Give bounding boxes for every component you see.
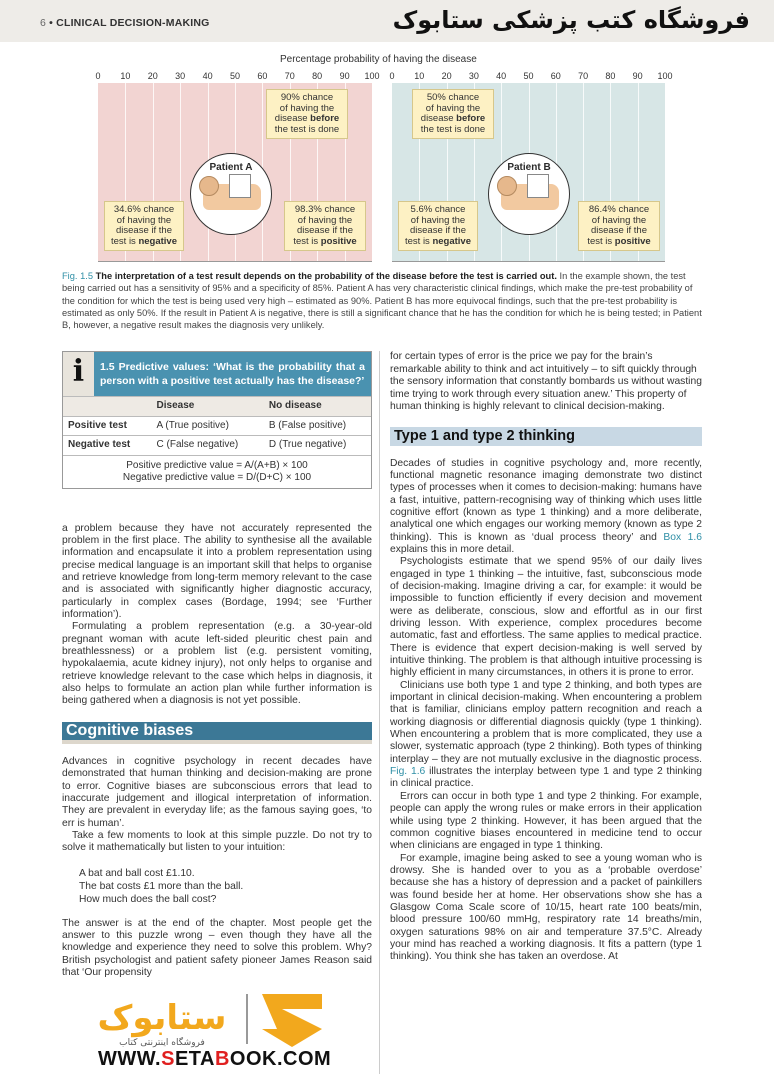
callout-negative-a: 34.6% chance of having the disease if the test is negative bbox=[104, 201, 184, 251]
running-head: 6 • CLINICAL DECISION-MAKING bbox=[40, 17, 210, 29]
axis-tick: 80 bbox=[605, 71, 616, 81]
callout-negative-b: 5.6% chance of having the disease if the test is negative bbox=[398, 201, 478, 251]
axis-tick: 100 bbox=[657, 71, 673, 81]
heading-type-1-2-thinking: Type 1 and type 2 thinking bbox=[390, 427, 702, 445]
svg-text:ستابوک: ستابوک bbox=[97, 998, 227, 1039]
axis-tick: 90 bbox=[632, 71, 643, 81]
predictive-table: Disease No disease Positive test A (True positive) B (False positive) Negative test C (False negative) D (True negative) bbox=[63, 396, 371, 454]
box-title: 1.5 Predictive values: ‘What is the probability that a person with a positive test actually has the disease?’ bbox=[100, 361, 365, 388]
puzzle: A bat and ball cost £1.10. The bat costs £1 more than the ball. How much does the ball cost? bbox=[79, 867, 244, 905]
info-box-predictive-values bbox=[62, 351, 372, 488]
patient-b-illustration: Patient B bbox=[488, 153, 570, 235]
figure-caption: Fig. 1.5 The interpretation of a test result depends on the probability of the disease before the test is carried out. In the example shown, the test being carried out has a sensitivity of 95% and a specificity of 85%. Patient A has very characteristic clinical findings, which make the pre-test probability of the condition for which the test is being used very high – estimated as 90%. Patient B has more equivocal findings, such that the pre-test probability is estimated as only 50%. If the result in Patient A is negative, there is still a significant chance that he has the condition for which he is being tested; in Patient B, however, a negative result makes the diagnosis very unlikely. bbox=[62, 271, 702, 331]
axis-tick: 0 bbox=[95, 71, 101, 81]
setabook-watermark-logo bbox=[92, 989, 352, 1049]
callout-positive-b: 86.4% chance of having the disease if the test is positive bbox=[578, 201, 660, 251]
setabook-watermark bbox=[62, 989, 372, 1071]
axis-tick: 50 bbox=[229, 71, 241, 81]
svg-text:فروشگاه اینترنتی کتاب: فروشگاه اینترنتی کتاب bbox=[119, 1038, 205, 1049]
left-column-bottom: Advances in cognitive psychology in recent decades have demonstrated that human thinking and decision-making are prone to error. Cognitive biases are subconscious errors that lead to inaccurate judgement and illogical interpretation of information. They are prevalent in everyday life; as the famous saying goes, ‘to err is human’. Take a few moments to look at this simple puzzle. Do not try to solve it mathematically but listen to your intuition: A bat and ball cost £1.10. The bat costs £1 more than the ball. How much does the ball cost? The answer is at the end of the chapter. Most people get the answer to this puzzle wrong – even though they have all the knowledge and experience they need to solve this problem. Why? British psychologist and patient safety pioneer James Reason said that ‘Our propensity bbox=[62, 756, 372, 979]
axis-tick: 40 bbox=[496, 71, 507, 81]
axis-tick: 40 bbox=[202, 71, 213, 81]
panel-patient-a bbox=[98, 83, 372, 262]
axis-tick: 70 bbox=[578, 71, 589, 81]
axis-tick: 70 bbox=[284, 71, 295, 81]
running-title: CLINICAL DECISION-MAKING bbox=[56, 17, 210, 29]
heading-cognitive-biases: Cognitive biases bbox=[62, 722, 372, 744]
setabook-url-watermark: WWW.SETABOOK.COM bbox=[98, 1048, 332, 1071]
box-1-6-link[interactable]: Box 1.6 bbox=[663, 531, 702, 543]
axis-tick: 60 bbox=[550, 71, 561, 81]
axis-tick: 20 bbox=[441, 71, 452, 81]
formulas: Positive predictive value = A/(A+B) × 100 Negative predictive value = D/(D+C) × 100 bbox=[63, 455, 371, 488]
figure-1-5 bbox=[60, 54, 700, 264]
main-content bbox=[62, 270, 702, 1074]
axis-tick: 50 bbox=[523, 71, 534, 81]
axis-tick: 80 bbox=[312, 71, 323, 81]
table-row: Positive test A (True positive) B (False positive) bbox=[63, 416, 371, 435]
right-column-body: Decades of studies in cognitive psychology and, more recently, functional magnetic resonance imaging demonstrate two distinct types of processes when it comes to decision-making: humans have a fast, intuitive, pattern-recognising way of thinking which uses little cognitive effort (known as type 1 thinking) and a more deliberate, analytical one which engages our working memory (known as type 2 thinking). This is known as ‘dual process theory’ and Box 1.6 explains this in more detail. Psychologists estimate that we spend 95% of our daily lives engaged in type 1 thinking – the intuitive, fast, subconscious mode of decision-making. Imagine driving a car, for example: it would be impossible to function efficiently if every decision and movement were as deliberate, conscious, slow and effortful as in our first driving lesson. With experience, complex procedures become automatic, fast and effortless. The same applies to medical practice. There is evidence that expert decision-making is well served by intuitive thinking. The problem is that although intuitive processing is highly efficient in many circumstances, in others it is prone to error. Clinicians use both type 1 and type 2 thinking, and both types are important in clinical decision-making. When encountering a problem that is familiar, clinicians employ pattern recognition and reach a working diagnosis or differential diagnosis quickly (type 1 thinking). When encountering a problem that is more complicated, they use a slower, systematic approach (type 2 thinking). Both types of thinking interplay – they are not mutually exclusive in the diagnostic process. Fig. 1.6 illustrates the interplay between type 1 and type 2 thinking in clinical practice. Errors can occur in both type 1 and type 2 thinking. For example, people can apply the wrong rules or make errors in their application while using type 2 thinking. However, it has been argued that the common cognitive biases encountered in medicine tend to occur when clinicians are engaged in type 1 thinking. For example, imagine being asked to see a young woman who is drowsy. She is handed over to you as a ‘probable overdose’ because she has a history of depression and a packet of painkillers was found beside her at home. Her observations show she has a Glasgow Coma Scale score of 10/15, heart rate 100 beats/min, blood pressure 100/60 mmHg, respiratory rate 14 breaths/min, oxygen saturations 98% on air and temperature 37.5°C. Already your mind has reached a working diagnosis. It fits a pattern (type 1 thinking). You think she has taken an overdose. At bbox=[390, 457, 702, 963]
right-column bbox=[390, 351, 702, 1073]
right-column-top: for certain types of error is the price we pay for the brain’s remarkable ability to think and act intuitively – to sift quickly through the sensory information that constantly bombards us without wasting time trying to work through every situation anew.’ This property of human thinking is highly relevant to clinical decision-making. bbox=[390, 351, 702, 412]
callout-before-a: 90% chance of having the disease before the test is done bbox=[266, 89, 348, 139]
axis-tick: 30 bbox=[175, 71, 186, 81]
axis-tick: 0 bbox=[389, 71, 395, 81]
axis-tick: 10 bbox=[120, 71, 131, 81]
page-number: 6 bbox=[40, 17, 47, 29]
fig-1-6-link[interactable]: Fig. 1.6 bbox=[390, 766, 426, 778]
axis-tick: 10 bbox=[414, 71, 425, 81]
watermark-persian-title: فروشگاه کتب پزشکی ستابوک bbox=[392, 6, 750, 34]
axis-tick: 20 bbox=[147, 71, 158, 81]
patient-a-illustration: Patient A bbox=[190, 153, 272, 235]
panel-patient-b bbox=[392, 83, 665, 262]
left-column bbox=[62, 351, 380, 1073]
axis-title: Percentage probability of having the disease bbox=[280, 54, 477, 65]
callout-before-b: 50% chance of having the disease before the test is done bbox=[412, 89, 494, 139]
info-icon: i bbox=[63, 352, 94, 396]
axis-tick: 100 bbox=[364, 71, 380, 81]
left-column-top: a problem because they have not accurately represented the problem in the first place. The ability to synthesise all the available information and encapsulate it into a problem representation using precise medical language is an important skill that helps to organise and retrieve knowledge from long-term memory relevant to the case and is associated with significantly higher diagnostic accuracy, particularly in complex cases (Bordage, 1994; see ‘Further information’). Formulating a problem representation (e.g. a 30-year-old pregnant woman with acute left-sided pleuritic chest pain and breathlessness) or a problem list (e.g. persistent vomiting, hypokalaemia, acute kidney injury), not only helps to organise and retrieve knowledge relevant to the case which helps in diagnosis, it also helps to formulate an action plan while further information is being gathered when a diagnosis is not yet possible. bbox=[62, 522, 372, 707]
table-row: Negative test C (False negative) D (True negative) bbox=[63, 436, 371, 455]
callout-positive-a: 98.3% chance of having the disease if the test is positive bbox=[284, 201, 366, 251]
axis-tick: 60 bbox=[257, 71, 268, 81]
axis-tick: 30 bbox=[468, 71, 479, 81]
axis-tick: 90 bbox=[339, 71, 350, 81]
